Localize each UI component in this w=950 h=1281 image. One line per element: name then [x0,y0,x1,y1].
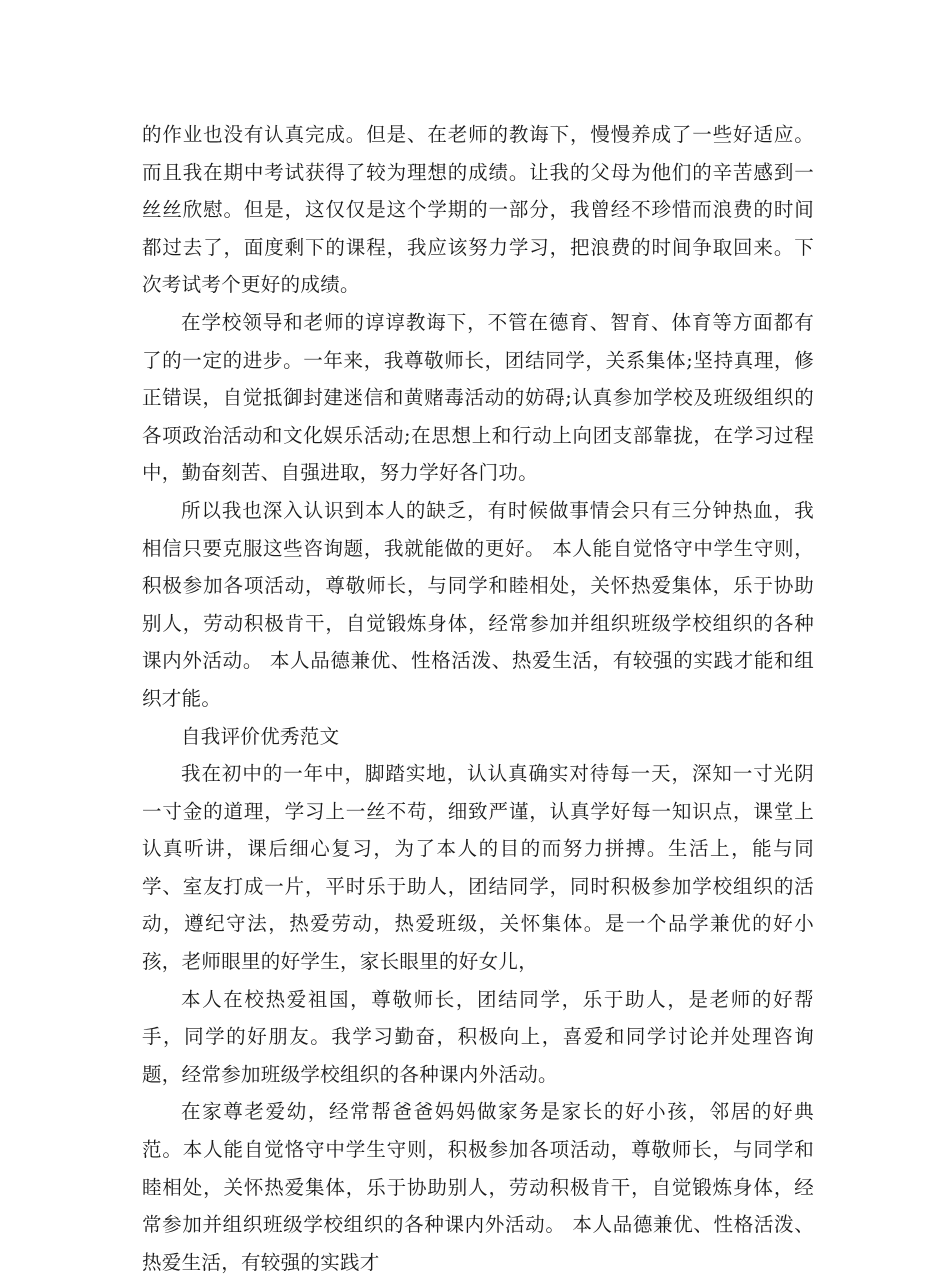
document-body [142,116,814,1281]
paragraph-continuation: 的作业也没有认真完成。但是、在老师的教诲下，慢慢养成了一些好适应。而且我在期中考试获得了较为理想的成绩。让我的父母为他们的辛苦感到一丝丝欣慰。但是，这仅仅是这个学期的一部分，我曾经不珍惜而浪费的时间都过去了，面度剩下的课程，我应该努力学习，把浪费的时间争取回来。下次考试考个更好的成绩。 [142,123,814,297]
paragraph: 在学校领导和老师的谆谆教诲下，不管在德育、智育、体育等方面都有了的一定的进步。一年来，我尊敬师长，团结同学，关系集体;坚持真理，修正错误，自觉抵御封建迷信和黄赌毒活动的妨碍;认真参加学校及班级组织的各项政治活动和文化娱乐活动;在思想上和行动上向团支部靠拢，在学习过程中，勤奋刻苦、自强进取，努力学好各门功。 [142,310,814,485]
paragraph: 我在初中的一年中，脚踏实地，认认真确实对待每一天，深知一寸光阴一寸金的道理，学习上一丝不苟，细致严谨，认真学好每一知识点，课堂上认真听讲，课后细心复习，为了本人的目的而努力拼搏。生活上，能与同学、室友打成一片，平时乐于助人，团结同学，同时积极参加学校组织的活动，遵纪守法，热爱劳动，热爱班级，关怀集体。是一个品学兼优的好小孩，老师眼里的好学生，家长眼里的好女儿， [142,762,814,974]
section-heading: 自我评价优秀范文 [181,724,340,748]
paragraph: 所以我也深入认识到本人的缺乏，有时候做事情会只有三分钟热血，我相信只要克服这些咨询题，我就能做的更好。 本人能自觉恪守中学生守则，积极参加各项活动，尊敬师长，与同学和睦相处，关怀热爱集体，乐于协助别人，劳动积极肯干，自觉锻炼身体，经常参加并组织班级学校组织的各种课内外活动。 本人品德兼优、性格活泼、热爱生活，有较强的实践才能和组织才能。 [142,498,814,710]
paragraph: 在家尊老爱幼，经常帮爸爸妈妈做家务是家长的好小孩，邻居的好典范。本人能自觉恪守中学生守则，积极参加各项活动，尊敬师长，与同学和睦相处，关怀热爱集体，乐于协助别人，劳动积极肯干，自觉锻炼身体，经常参加并组织班级学校组织的各种课内外活动。 本人品德兼优、性格活泼、热爱生活，有较强的实践才 [142,1100,814,1274]
paragraph: 本人在校热爱祖国，尊敬师长，团结同学，乐于助人，是老师的好帮手，同学的好朋友。我学习勤奋，积极向上，喜爱和同学讨论并处理咨询题，经常参加班级学校组织的各种课内外活动。 [142,987,814,1086]
